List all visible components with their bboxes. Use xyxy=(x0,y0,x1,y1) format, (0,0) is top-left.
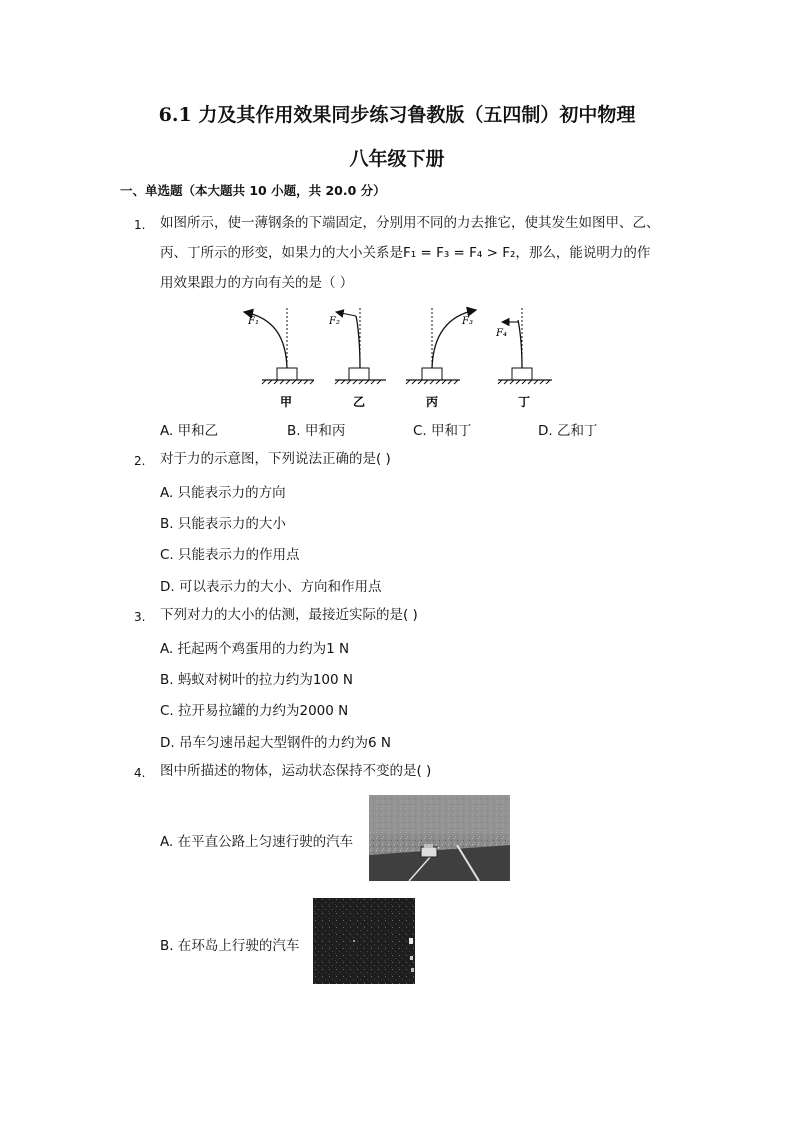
straight-road-car-photo xyxy=(369,795,510,881)
figure-panel-jia xyxy=(244,308,314,409)
question-1-line-2: 丙、丁所示的形变，如果力的大小关系是F₁ = F₃ = F₄ > F₂，那么，能说明力的作 xyxy=(160,245,651,261)
question-2-text: 对于力的示意图，下列说法正确的是( ) xyxy=(160,451,391,467)
figure-panel-ding xyxy=(495,308,552,409)
question-1-line-1: 如图所示，使一薄钢条的下端固定，分别用不同的力去推它，使其发生如图甲、乙、 xyxy=(160,215,660,231)
question-2-option-d: D. 可以表示力的大小、方向和作用点 xyxy=(160,579,382,595)
question-2-number: 2. xyxy=(134,454,146,468)
caption-ding: 丁 xyxy=(518,395,531,409)
question-1-option-d: D. 乙和丁 xyxy=(538,423,598,439)
question-1-option-b: B. 甲和丙 xyxy=(287,423,346,439)
question-3-option-d: D. 吊车匀速吊起大型钢件的力约为6 N xyxy=(160,735,391,751)
question-3-text: 下列对力的大小的估测，最接近实际的是( ) xyxy=(160,607,418,623)
caption-bing: 丙 xyxy=(426,395,439,409)
question-3-option-c: C. 拉开易拉罐的力约为2000 N xyxy=(160,703,349,719)
caption-yi: 乙 xyxy=(353,395,366,409)
force-label-f1: F₁ xyxy=(248,316,259,327)
question-1-number: 1. xyxy=(134,218,146,232)
question-4-number: 4. xyxy=(134,766,146,780)
question-4-text: 图中所描述的物体，运动状态保持不变的是( ) xyxy=(160,763,432,779)
steel-strip-figure xyxy=(240,300,570,415)
section-heading: 一、单选题（本大题共 10 小题，共 20.0 分） xyxy=(120,183,386,198)
question-3-option-b: B. 蚂蚁对树叶的拉力约为100 N xyxy=(160,672,354,688)
question-3-option-a: A. 托起两个鸡蛋用的力约为1 N xyxy=(160,641,350,657)
figure-panel-bing xyxy=(406,308,476,409)
force-label-f2: F₂ xyxy=(329,316,340,327)
question-2-option-c: C. 只能表示力的作用点 xyxy=(160,547,300,563)
document-title-line-2: 八年级下册 xyxy=(349,148,445,170)
figure-panel-yi xyxy=(328,308,386,409)
question-4-option-b: B. 在环岛上行驶的汽车 xyxy=(160,938,300,954)
question-3-number: 3. xyxy=(134,610,146,624)
question-1-option-a: A. 甲和乙 xyxy=(160,423,219,439)
question-1-option-c: C. 甲和丁 xyxy=(413,423,472,439)
force-label-f3: F₃ xyxy=(462,316,473,327)
document-title-line-1: 6.1 力及其作用效果同步练习鲁教版（五四制）初中物理 xyxy=(158,104,636,126)
question-1-line-3: 用效果跟力的方向有关的是（ ） xyxy=(160,275,354,291)
question-2-option-b: B. 只能表示力的大小 xyxy=(160,516,286,532)
roundabout-car-photo xyxy=(313,898,415,984)
question-4-option-a: A. 在平直公路上匀速行驶的汽车 xyxy=(160,834,354,850)
question-2-option-a: A. 只能表示力的方向 xyxy=(160,485,286,501)
caption-jia: 甲 xyxy=(280,395,293,409)
force-label-f4: F₄ xyxy=(496,328,507,339)
